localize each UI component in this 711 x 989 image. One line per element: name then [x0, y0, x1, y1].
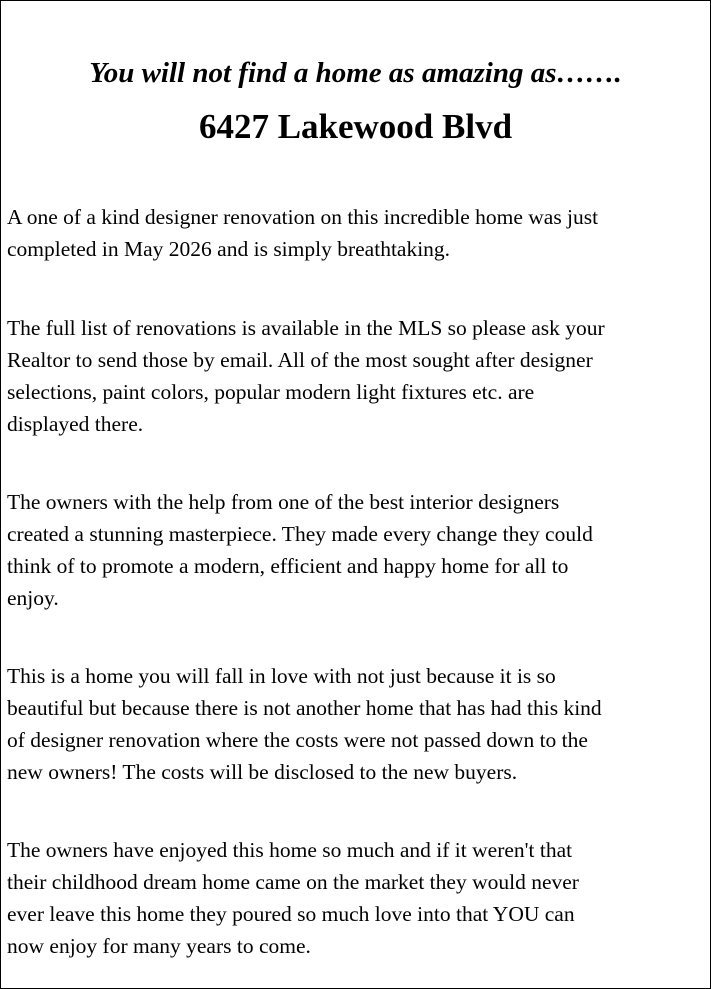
paragraph-line: A one of a kind designer renovation on this incredible home was just	[7, 205, 599, 229]
paragraph-line: new owners! The costs will be disclosed to the new buyers.	[7, 760, 518, 784]
paragraph-line: enjoy.	[7, 586, 59, 610]
paragraph-owners-enjoyed	[7, 834, 707, 962]
paragraph-line: their childhood dream home came on the market they would never	[7, 870, 579, 894]
paragraph-line: This is a home you will fall in love with not just because it is so	[7, 664, 556, 688]
paragraph-line: created a stunning masterpiece. They made every change they could	[7, 522, 593, 546]
paragraph-line: The owners have enjoyed this home so much and if it weren't that	[7, 838, 573, 862]
paragraph-line: think of to promote a modern, efficient and happy home for all to	[7, 554, 569, 578]
paragraph-line: displayed there.	[7, 412, 144, 436]
paragraph-renovation-list	[7, 312, 707, 440]
paragraph-line: selections, paint colors, popular modern light fixtures etc. are	[7, 380, 535, 404]
paragraph-renovation-intro	[7, 201, 707, 265]
paragraph-fall-in-love	[7, 660, 707, 788]
paragraph-line: The owners with the help from one of the best interior designers	[7, 490, 560, 514]
headline: You will not find a home as amazing as…….	[89, 57, 622, 89]
paragraph-line: beautiful but because there is not another home that has had this kind	[7, 696, 602, 720]
property-address: 6427 Lakewood Blvd	[198, 107, 513, 146]
paragraph-line: Realtor to send those by email. All of the most sought after designer	[7, 348, 593, 372]
paragraph-owners-designers	[7, 486, 707, 614]
paragraph-line: The full list of renovations is available in the MLS so please ask your	[7, 316, 605, 340]
paragraph-line: completed in May 2026 and is simply breathtaking.	[7, 237, 451, 261]
paragraph-line: ever leave this home they poured so much love into that YOU can	[7, 902, 575, 926]
paragraph-line: of designer renovation where the costs were not passed down to the	[7, 728, 588, 752]
paragraph-line: now enjoy for many years to come.	[7, 934, 311, 958]
